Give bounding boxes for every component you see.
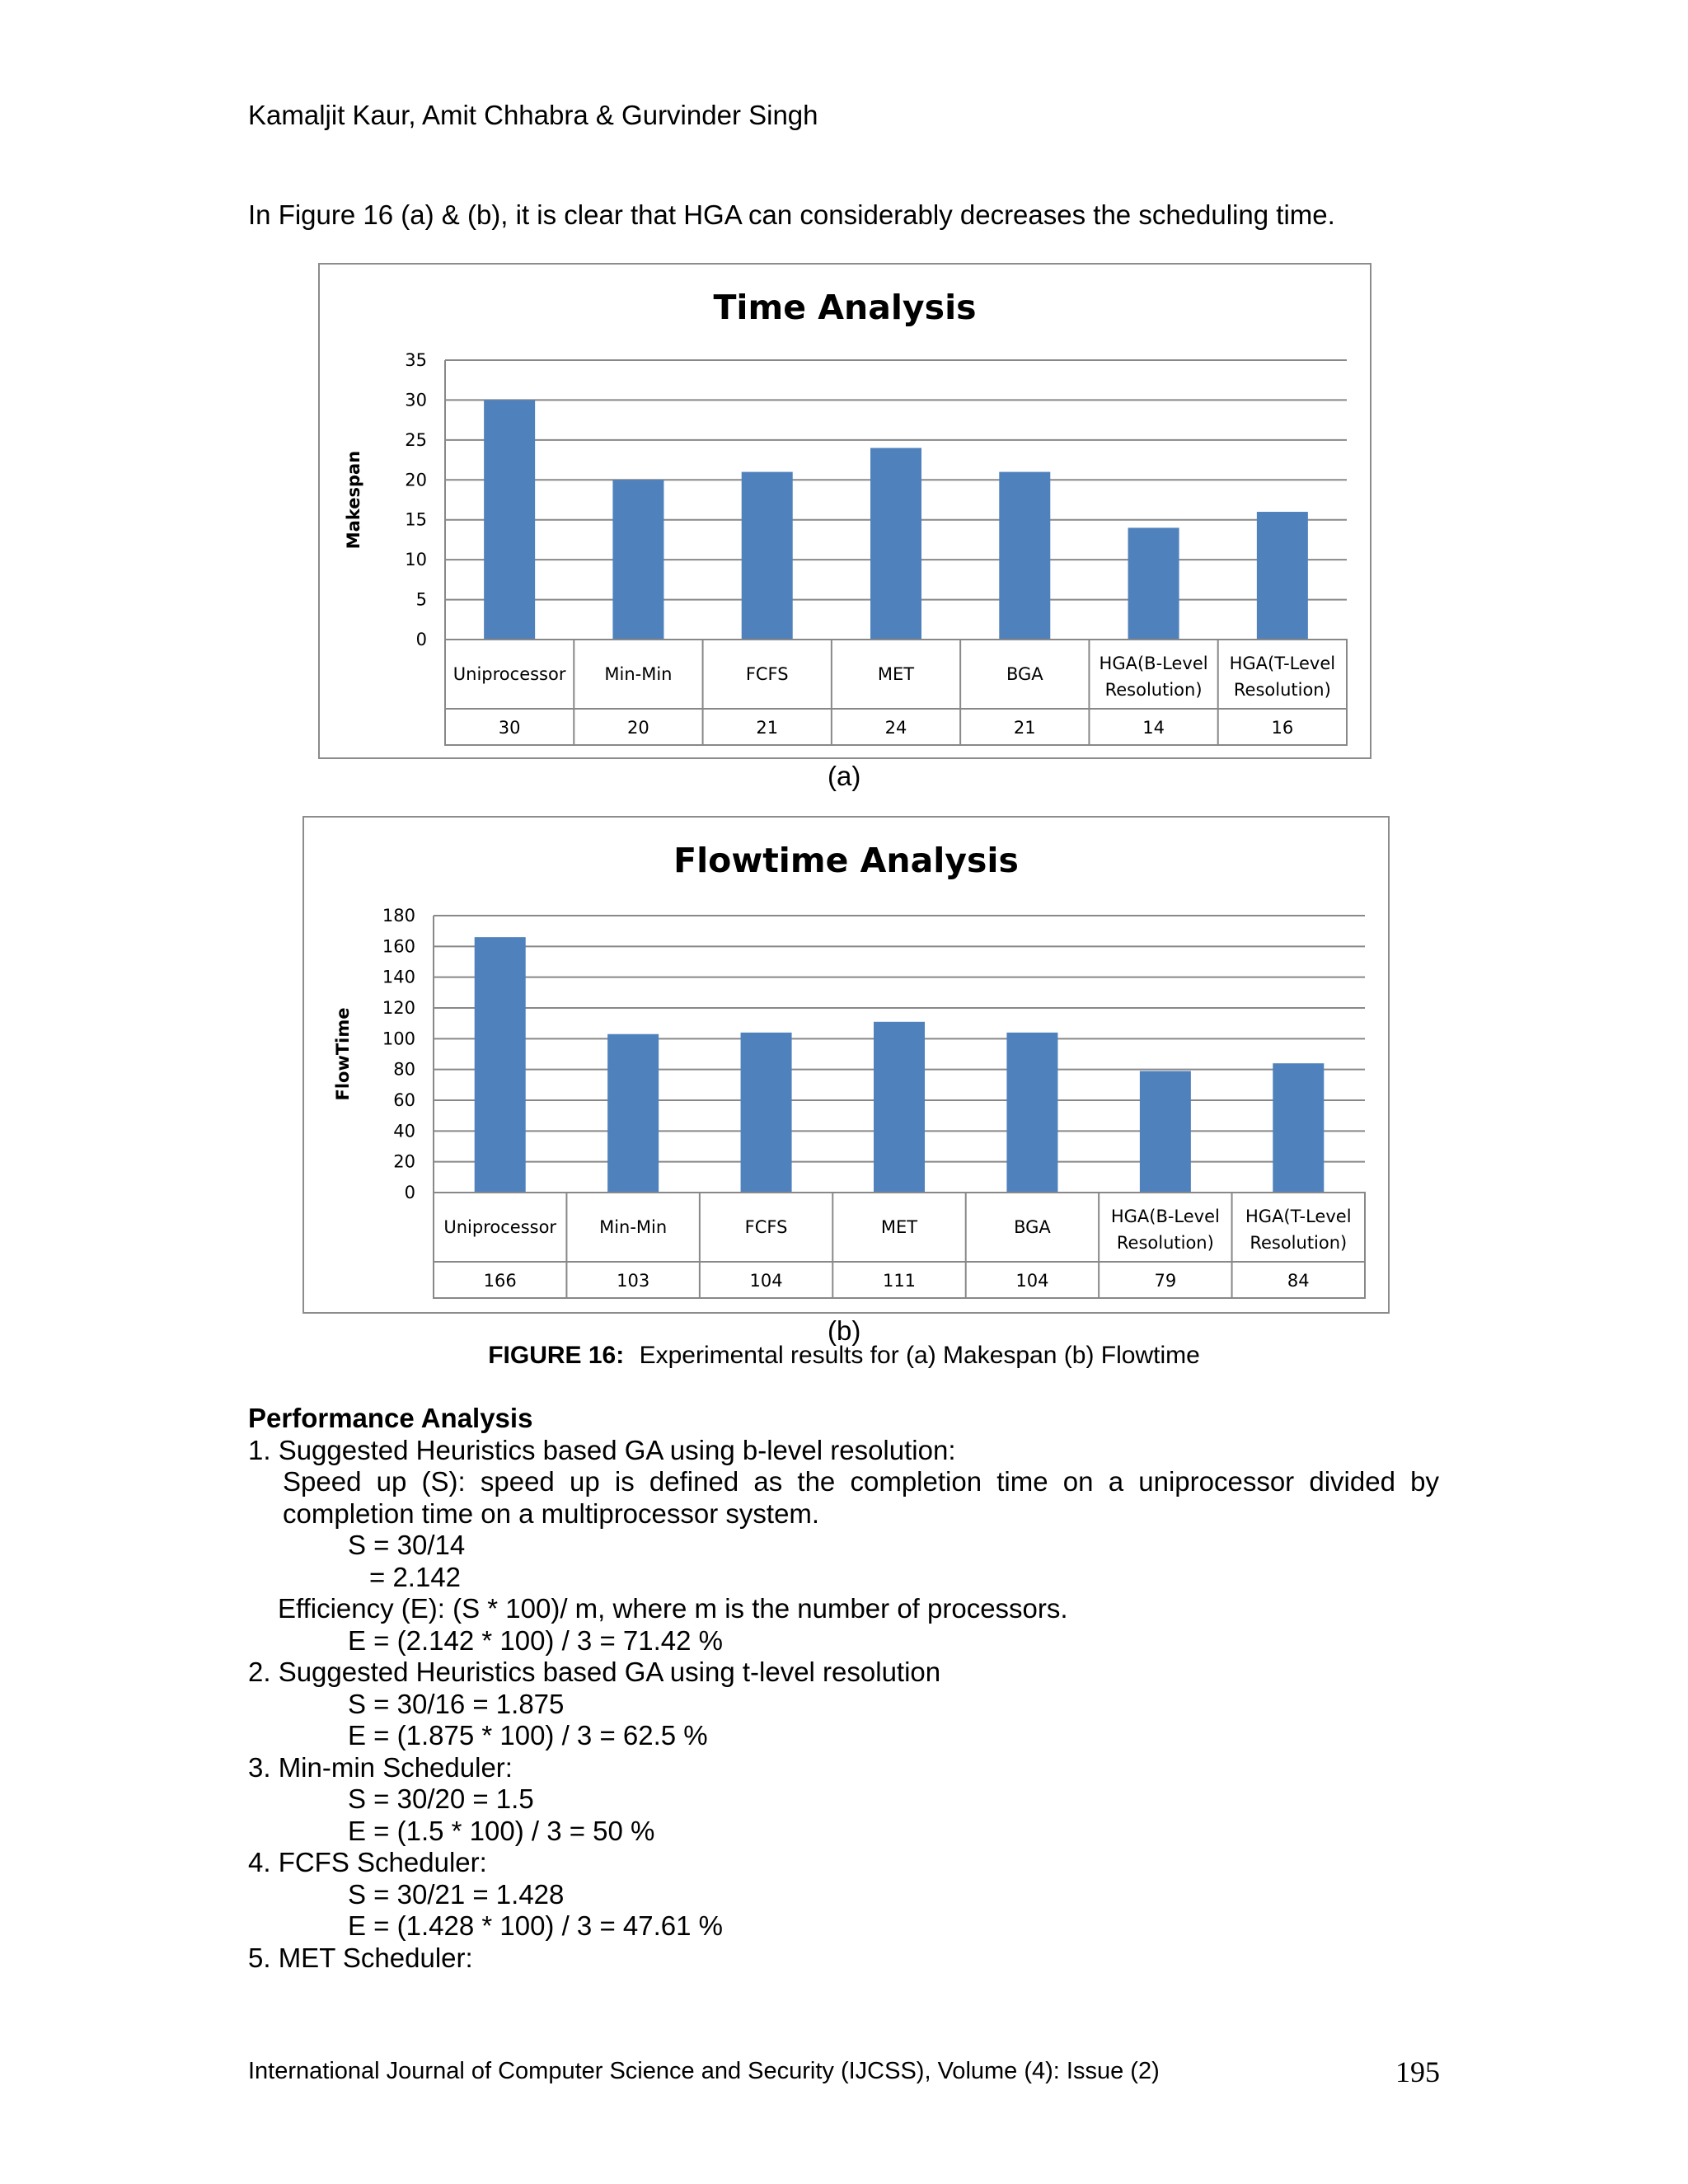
speedup-definition-cont: completion time on a multiprocessor system. [283,1498,820,1529]
bar [741,1033,792,1193]
y-tick-label: 140 [382,967,415,987]
bar [612,480,663,640]
y-tick-label: 40 [393,1121,415,1141]
intro-paragraph: In Figure 16 (a) & (b), it is clear that HGA can considerably decreases the scheduling time. [248,199,1335,230]
y-tick-label: 5 [415,589,427,610]
category-label: MET [877,664,915,684]
chart-title: Flowtime Analysis [673,841,1019,880]
y-axis-label: Makespan [344,450,363,550]
formula-line: S = 30/16 = 1.875 [348,1689,565,1719]
category-label: Min-Min [599,1217,668,1237]
data-value-label: 20 [627,718,649,738]
y-tick-label: 35 [405,350,427,370]
y-tick-label: 30 [405,390,427,410]
y-tick-label: 120 [382,998,415,1018]
y-tick-label: 15 [405,509,427,530]
y-axis-label: FlowTime [333,1007,353,1101]
data-value-label: 103 [617,1271,650,1291]
category-label: FCFS [745,664,789,684]
subfigure-label-b: (b) [828,1315,861,1346]
category-label: Resolution) [1233,680,1331,700]
running-header: Kamaljit Kaur, Amit Chhabra & Gurvinder Singh [248,100,818,130]
category-label: FCFS [744,1217,788,1237]
y-tick-label: 10 [405,550,427,570]
page-number: 195 [1395,2055,1440,2088]
data-value-label: 104 [749,1271,783,1291]
item-5-heading: 5. MET Scheduler: [248,1943,473,1973]
y-tick-label: 20 [405,470,427,490]
data-value-label: 104 [1015,1271,1049,1291]
subfigure-label-a: (a) [828,761,861,791]
category-label: Resolution) [1116,1233,1214,1253]
y-tick-label: 60 [393,1090,415,1110]
category-label: Resolution) [1104,680,1203,700]
bar [607,1034,659,1193]
category-label: BGA [1006,664,1043,684]
time-analysis-chart [318,263,1372,759]
data-value-label: 24 [884,718,907,738]
formula-line: = 2.142 [369,1562,462,1592]
journal-footer: International Journal of Computer Science and Security (IJCSS), Volume (4): Issue (2) [248,2058,1160,2084]
y-tick-label: 25 [405,429,427,450]
bar [742,472,793,640]
y-tick-label: 80 [393,1059,415,1080]
formula-line: S = 30/14 [348,1530,466,1560]
category-label: HGA(T-Level [1229,654,1336,673]
bar [484,400,535,640]
flowtime-analysis-chart [302,816,1390,1314]
y-tick-label: 100 [382,1029,415,1049]
data-value-label: 16 [1271,718,1294,738]
bar [874,1022,925,1193]
bar [1273,1063,1324,1193]
data-value-label: 84 [1287,1271,1310,1291]
y-tick-label: 180 [382,906,415,926]
bar [1006,1033,1057,1193]
data-value-label: 111 [882,1271,917,1291]
formula-line: E = (1.875 * 100) / 3 = 62.5 % [348,1720,708,1750]
data-value-label: 79 [1154,1271,1177,1291]
speedup-definition: Speed up (S): speed up is defined as the completion time on a uniprocessor divided by [283,1466,1439,1497]
category-label: BGA [1014,1217,1051,1237]
y-tick-label: 0 [415,630,427,649]
data-value-label: 166 [483,1271,517,1291]
efficiency-definition: Efficiency (E): (S * 100)/ m, where m is the number of processors. [278,1593,1068,1624]
bar [999,472,1050,640]
category-label: HGA(B-Level [1099,654,1208,673]
item-1-heading: 1. Suggested Heuristics based GA using b-level resolution: [248,1435,956,1465]
data-value-label: 14 [1142,718,1165,738]
category-label: Resolution) [1250,1233,1348,1253]
time-analysis-plot [320,265,1370,757]
category-label: HGA(T-Level [1245,1207,1352,1226]
formula-line: E = (1.428 * 100) / 3 = 47.61 % [348,1910,723,1941]
y-tick-label: 160 [382,936,415,957]
data-value-label: 30 [498,718,521,738]
category-label: HGA(B-Level [1110,1207,1220,1226]
category-label: Uniprocessor [443,1217,557,1237]
formula-line: S = 30/20 = 1.5 [348,1783,534,1814]
item-2-heading: 2. Suggested Heuristics based GA using t-level resolution [248,1657,941,1687]
figure-caption [0,1341,1688,1371]
category-label: Uniprocessor [452,664,566,684]
item-4-heading: 4. FCFS Scheduler: [248,1847,487,1877]
chart-title: Time Analysis [713,288,977,327]
data-value-label: 21 [1013,718,1036,738]
bar [1140,1071,1191,1193]
y-tick-label: 0 [404,1183,415,1202]
formula-line: S = 30/21 = 1.428 [348,1879,565,1910]
bar [870,448,921,640]
caption-label: FIGURE 16: [488,1342,625,1369]
formula-line: E = (2.142 * 100) / 3 = 71.42 % [348,1625,723,1656]
section-heading: Performance Analysis [248,1403,533,1433]
formula-line: E = (1.5 * 100) / 3 = 50 % [348,1816,655,1846]
y-tick-label: 20 [393,1151,415,1172]
category-label: MET [880,1217,918,1237]
caption-text: Experimental results for (a) Makespan (b) Flowtime [639,1342,1200,1369]
category-label: Min-Min [604,664,673,684]
bar [1128,527,1179,640]
bar [1257,512,1308,640]
item-3-heading: 3. Min-min Scheduler: [248,1752,513,1783]
flowtime-analysis-plot [304,818,1388,1312]
bar [475,937,526,1193]
data-value-label: 21 [756,718,779,738]
